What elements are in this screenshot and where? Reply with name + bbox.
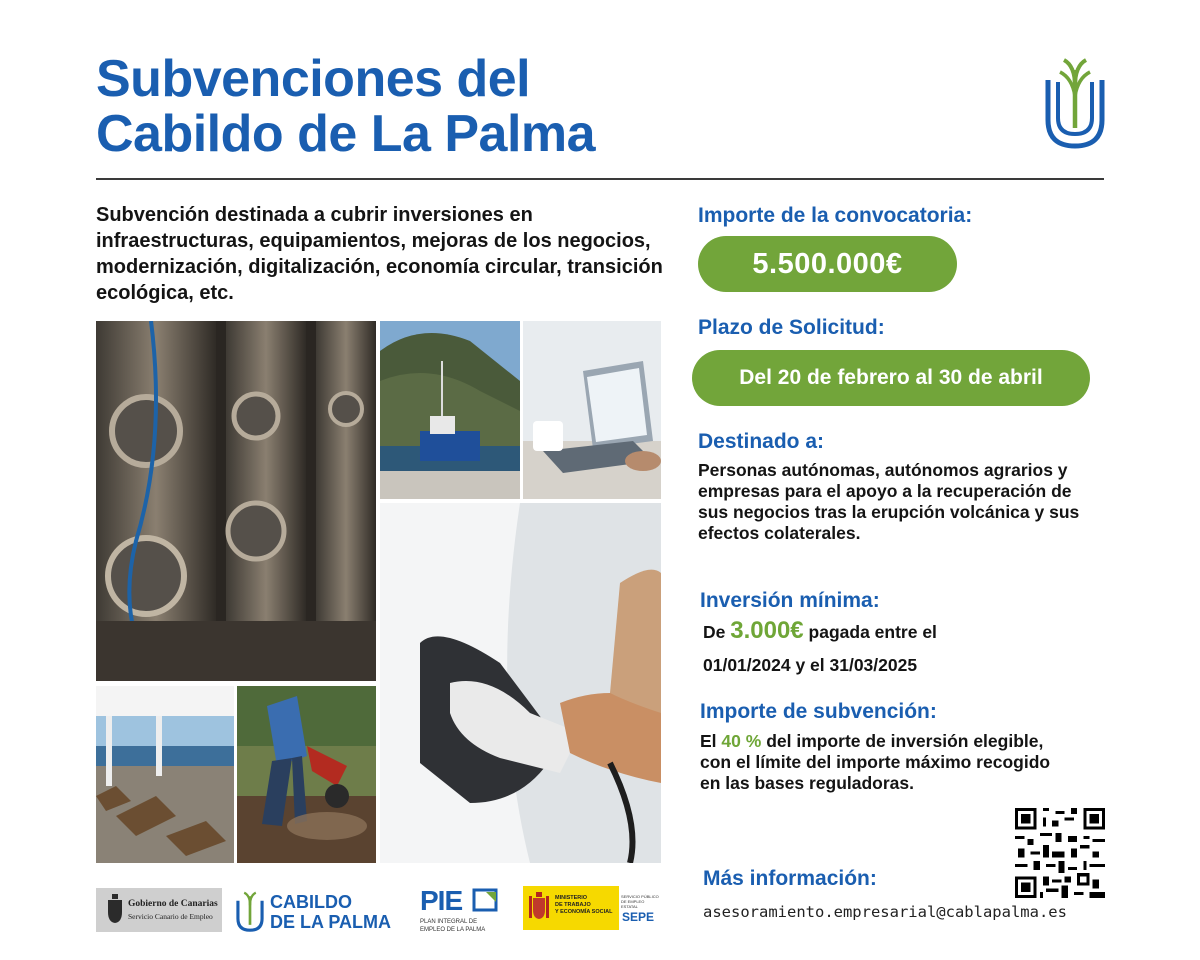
inversion-suffix: pagada entre el	[808, 622, 937, 642]
ev-charger-image	[380, 503, 661, 863]
gobierno-line-1: Gobierno de Canarias	[128, 899, 218, 909]
subvencion-prefix: El	[700, 731, 717, 751]
subvencion-text: del importe de inversión elegible, con el límite del importe máximo recogido en las bases reguladoras.	[700, 731, 1051, 793]
subvencion-text-block	[700, 731, 1060, 794]
destinado-heading: Destinado a:	[698, 430, 825, 453]
sepe-panel	[619, 886, 663, 930]
intro-text: Subvención destinada a cubrir inversiones en infraestructuras, equipamientos, mejoras de los negocios, modernización, digitalización, economía circular, transición ecológica, etc.	[96, 204, 663, 304]
pie-name: PIE	[420, 885, 463, 916]
plazo-heading: Plazo de Solicitud:	[698, 316, 885, 339]
pie-line-2: EMPLEO DE LA PALMA	[420, 927, 486, 933]
inversion-line-1	[703, 617, 1103, 644]
photo-wine-tanks	[96, 321, 376, 681]
sepe-label: SEPE	[622, 910, 655, 924]
header-divider	[96, 178, 1104, 180]
pie-logo	[420, 886, 512, 936]
laptop-image	[523, 321, 661, 499]
destinado-text: Personas autónomas, autónomos agrarios y empresas para el apoyo a la recuperación de sus negocios tras la erupción volcánica y sus efectos colaterales.	[698, 460, 1080, 543]
convocatoria-heading: Importe de la convocatoria:	[698, 204, 973, 227]
cabildo-footer-logo	[236, 888, 406, 934]
ministerio-line-1: MINISTERIO	[555, 895, 588, 901]
pie-mark-icon	[472, 888, 498, 912]
cabildo-logo-icon	[1044, 56, 1106, 150]
page-title	[96, 52, 595, 162]
photo-laptop	[523, 321, 661, 499]
spain-coat-of-arms-icon	[529, 892, 549, 922]
cabildo-footer-line-1: CABILDO	[270, 892, 352, 912]
sepe-small-text: SERVICIO PÚBLICO DE EMPLEO ESTATAL	[621, 894, 659, 909]
gobierno-canarias-logo	[96, 888, 222, 932]
inversion-line-2: 01/01/2024 y el 31/03/2025	[703, 655, 918, 675]
plazo-dates-badge: Del 20 de febrero al 30 de abril	[692, 350, 1090, 406]
terrace-image	[96, 686, 234, 863]
qr-code-icon[interactable]	[1015, 808, 1105, 898]
contact-email-link[interactable]: asesoramiento.empresarial@cablapalma.es	[703, 903, 1067, 921]
gobierno-line-2: Servicio Canario de Empleo	[128, 912, 213, 921]
coat-of-arms-icon	[106, 894, 124, 924]
photo-harbor	[380, 321, 520, 499]
subvencion-heading: Importe de subvención:	[700, 700, 937, 723]
cabildo-small-logo-icon	[236, 890, 264, 932]
cabildo-footer-line-2: DE LA PALMA	[270, 912, 391, 932]
info-heading: Más información:	[703, 867, 877, 890]
harbor-image	[380, 321, 520, 499]
photo-terrace	[96, 686, 234, 863]
photo-farmer	[237, 686, 376, 863]
inversion-amount: 3.000€	[730, 617, 804, 644]
pie-line-1: PLAN INTEGRAL DE	[420, 919, 478, 925]
title-line-2: Cabildo de La Palma	[96, 105, 596, 163]
subvencion-percent: 40 %	[721, 731, 762, 751]
wine-tanks-image	[96, 321, 376, 681]
photo-ev-charger	[380, 503, 661, 863]
ministerio-sepe-logo	[523, 886, 663, 930]
inversion-prefix: De	[703, 622, 726, 642]
title-line-1: Subvenciones del	[96, 50, 531, 108]
farmer-image	[237, 686, 376, 863]
ministerio-line-3: Y ECONOMÍA SOCIAL	[555, 909, 613, 915]
convocatoria-amount-badge: 5.500.000€	[698, 236, 957, 292]
inversion-heading: Inversión mínima:	[700, 589, 880, 612]
ministerio-line-2: DE TRABAJO	[555, 902, 591, 908]
